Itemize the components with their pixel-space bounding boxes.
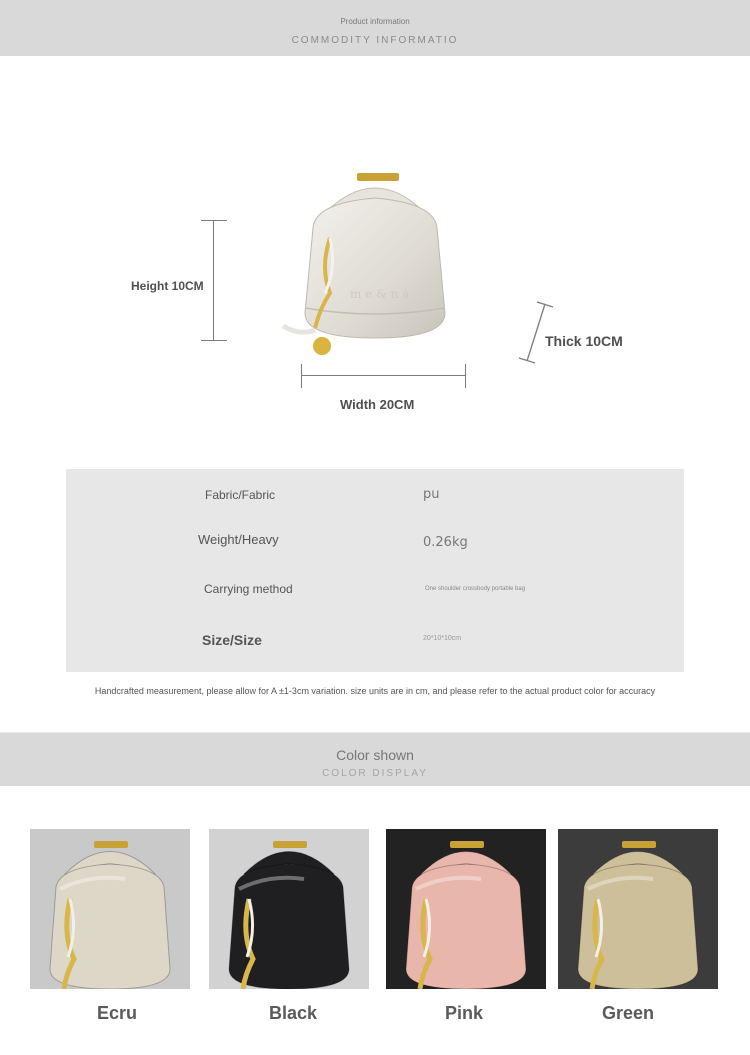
svg-text:m e & n a: m e & n a [350,287,410,301]
color-name-ecru: Ecru [96,1003,138,1023]
spec-table [66,469,684,672]
color-section-title: Color shown [336,747,414,763]
color-name-black: Black [268,1003,318,1023]
spec-label-carrying: Carrying method [204,582,293,596]
color-swatch-ecru[interactable] [30,829,190,989]
spec-value-size: 20*10*10cm [423,635,462,642]
banner-title: COMMODITY INFORMATIO [291,35,459,46]
thick-label: Thick 10CM [545,333,623,349]
color-swatch-green[interactable] [558,829,718,989]
measurement-note: Handcrafted measurement, please allow for A ±1-3cm variation. size units are in cm, and please refer to the actual product color for accuracy [94,686,656,696]
color-display-banner [0,732,750,786]
commodity-info-banner [0,0,750,56]
color-section-subtitle: COLOR DISPLAY [322,768,428,779]
spec-label-fabric: Fabric/Fabric [205,488,276,502]
spec-value-carrying: One shoulder crossbody portable bag [425,586,526,592]
width-label: Width 20CM [340,397,415,412]
product-image [275,168,475,368]
color-swatch-pink[interactable] [386,829,546,989]
color-name-green: Green [601,1003,655,1023]
banner-subtitle: Product information [340,17,410,26]
spec-label-size: Size/Size [202,632,262,648]
color-swatch-black[interactable] [209,829,369,989]
height-label: Height 10CM [131,279,204,293]
spec-label-weight: Weight/Heavy [198,532,279,547]
color-name-pink: Pink [444,1003,483,1023]
spec-value-fabric: pu [423,487,440,502]
spec-value-weight: 0.26kg [423,535,468,550]
